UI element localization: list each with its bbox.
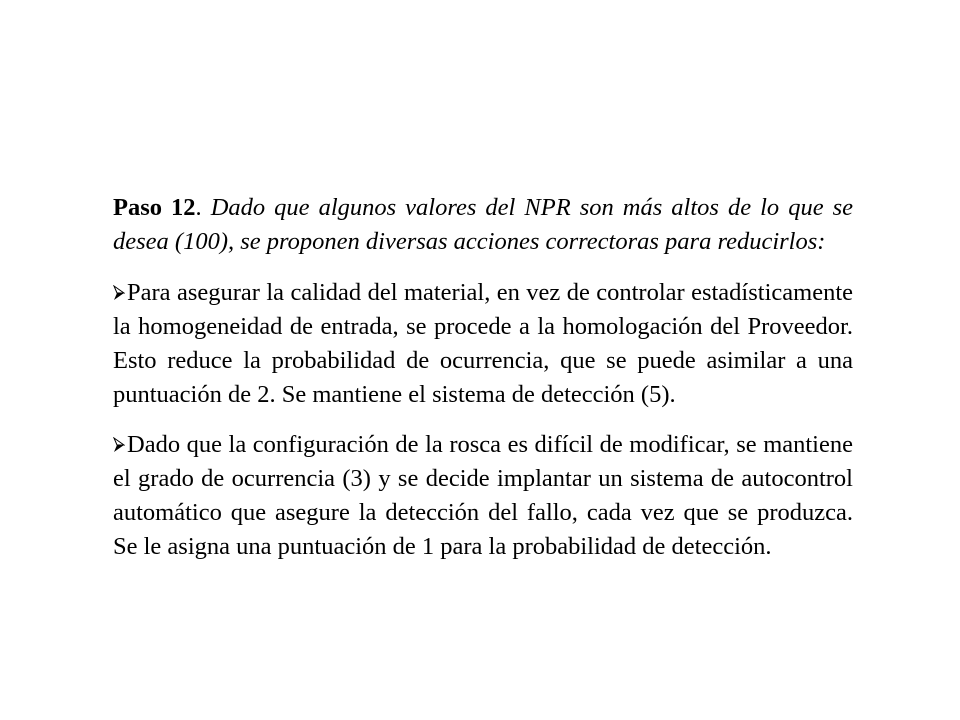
- bullet-text: Para asegurar la calidad del material, en vez de controlar estadísticamente la homogeneidad de entrada, se procede a la homologación del Proveedor. Esto reduce la probabilidad de ocurrencia, que se puede asimilar a una puntuación de 2. Se mantiene el sistema de detección (5).: [113, 279, 853, 408]
- intro-text: Dado que algunos valores del NPR son más altos de lo que se desea (100), se proponen diversas acciones correctoras para reducirlos:: [113, 194, 854, 255]
- step-separator: .: [195, 194, 211, 221]
- bullet-item-thread-configuration: [113, 428, 853, 564]
- arrow-bullet-icon: [113, 437, 125, 453]
- slide-content: [113, 191, 853, 580]
- arrow-bullet-icon: [113, 285, 125, 301]
- bullet-text: Dado que la configuración de la rosca es difícil de modificar, se mantiene el grado de ocurrencia (3) y se decide implantar un sistema de autocontrol automático que asegure la detección del fallo, cada vez que se produzca. Se le asigna una puntuación de 1 para la probabilidad de detección.: [113, 431, 853, 560]
- intro-paragraph: [113, 191, 853, 259]
- step-label: Paso 12: [113, 194, 196, 221]
- bullet-item-material-quality: [113, 276, 853, 412]
